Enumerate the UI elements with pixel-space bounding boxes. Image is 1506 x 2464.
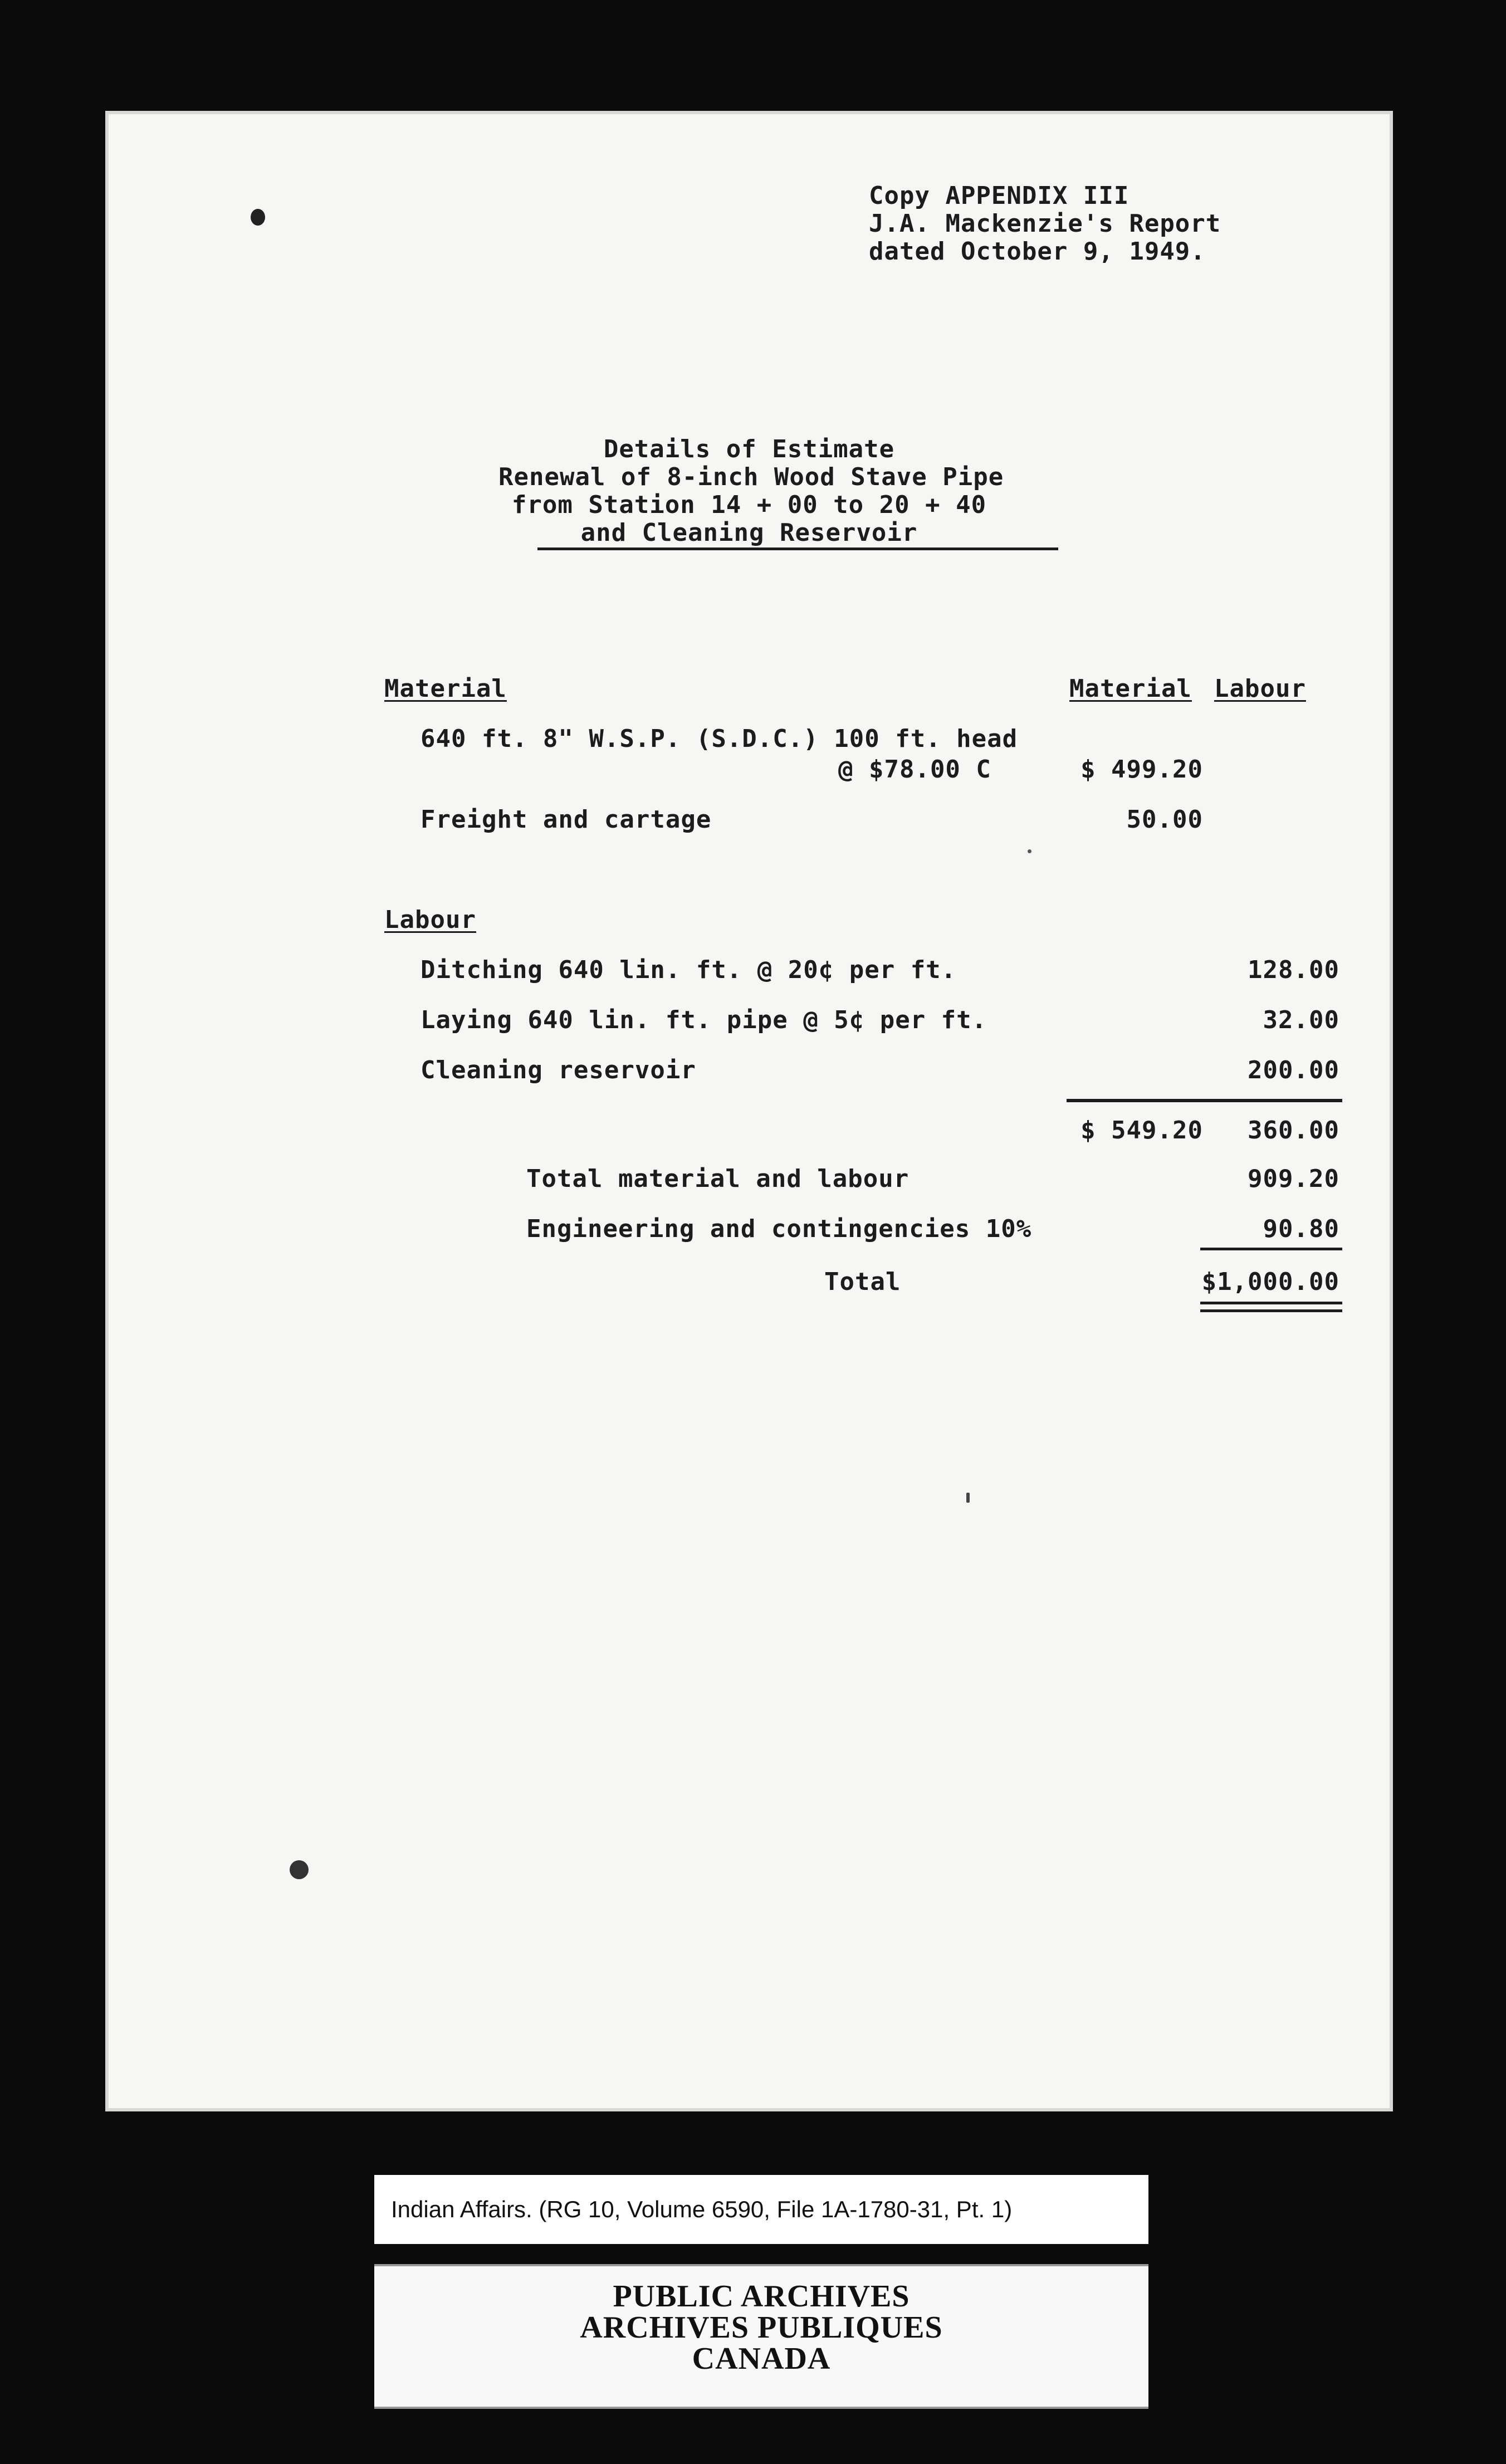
labour-item-1-desc: Ditching 640 lin. ft. @ 20¢ per ft.	[420, 956, 957, 984]
title-line-3: from Station 14 + 00 to 20 + 40	[511, 491, 987, 519]
labour-item-2-desc: Laying 640 lin. ft. pipe @ 5¢ per ft.	[420, 1006, 987, 1034]
header-line-2: J.A. Mackenzie's Report	[869, 209, 1221, 238]
subtotal-material: $ 549.20	[1080, 1116, 1203, 1145]
subtotal-labour: 360.00	[1248, 1116, 1339, 1145]
labour-item-3-amount: 200.00	[1248, 1056, 1339, 1084]
labour-item-3-desc: Cleaning reservoir	[420, 1056, 696, 1084]
labour-item-1-amount: 128.00	[1248, 956, 1339, 984]
ink-blot	[290, 1860, 309, 1879]
archive-caption-text: Indian Affairs. (RG 10, Volume 6590, File 1A-1780-31, Pt. 1)	[391, 2196, 1013, 2222]
column-heading-labour: Labour	[1214, 674, 1306, 703]
subtotal-rule	[1067, 1099, 1342, 1102]
title-line-2: Renewal of 8-inch Wood Stave Pipe	[498, 463, 1004, 491]
material-item-2-amount: 50.00	[1126, 805, 1203, 834]
labour-item-2-amount: 32.00	[1263, 1006, 1339, 1034]
header-line-1: Copy APPENDIX III	[869, 182, 1130, 210]
document-page	[109, 114, 1390, 2108]
header-line-3: dated October 9, 1949.	[869, 237, 1206, 266]
material-item-1-desc: 640 ft. 8" W.S.P. (S.D.C.) 100 ft. head	[420, 725, 1018, 753]
engineering-underline	[1200, 1248, 1342, 1250]
material-item-1-rate: @ $78.00 C	[838, 755, 991, 784]
ink-mark	[251, 209, 265, 226]
title-line-4: and Cleaning Reservoir	[580, 519, 918, 547]
section-heading-labour: Labour	[384, 906, 476, 934]
grand-total-amount: $1,000.00	[1201, 1268, 1339, 1296]
ink-speck	[1028, 849, 1031, 853]
grand-total-double-rule-top	[1200, 1302, 1342, 1304]
archive-stamp	[374, 2264, 1148, 2409]
total-material-labour-amount: 909.20	[1248, 1165, 1339, 1193]
column-heading-material: Material	[1069, 674, 1192, 703]
section-heading-material: Material	[384, 674, 507, 703]
engineering-label: Engineering and contingencies 10%	[526, 1215, 1032, 1243]
material-item-1-amount: $ 499.20	[1080, 755, 1203, 784]
grand-total-label: Total	[824, 1268, 901, 1296]
engineering-amount: 90.80	[1263, 1215, 1339, 1243]
material-item-2-desc: Freight and cartage	[420, 805, 712, 834]
title-underline	[537, 547, 1058, 550]
archive-stamp-line-2: ARCHIVES PUBLIQUES	[580, 2310, 943, 2345]
archive-stamp-line-3: CANADA	[692, 2341, 831, 2376]
total-material-labour-label: Total material and labour	[526, 1165, 910, 1193]
archive-stamp-line-1: PUBLIC ARCHIVES	[613, 2279, 910, 2314]
ink-speck	[966, 1493, 970, 1503]
archive-caption	[374, 2175, 1148, 2244]
grand-total-double-rule-bottom	[1200, 1309, 1342, 1312]
title-line-1: Details of Estimate	[603, 435, 895, 463]
